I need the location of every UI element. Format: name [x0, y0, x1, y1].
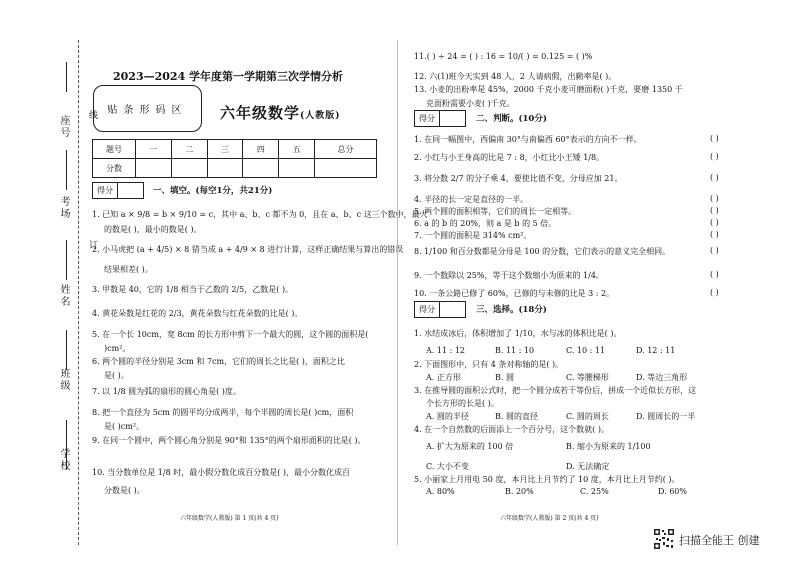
score-cell[interactable] — [315, 159, 377, 178]
exam-title: 2023—2024 学年度第一学期第三次学情分析 — [113, 70, 344, 83]
judge-question: 2. 小红与小王身高的比是 7 : 8，小红比小王矮 1/8。 — [414, 153, 605, 162]
judge-answer-blank[interactable]: ( ) — [710, 173, 719, 182]
choice-option[interactable]: D. 12 : 11 — [636, 346, 676, 355]
section2-heading: 二、判断。(10分) — [476, 114, 547, 124]
choice-option[interactable]: C. 大小不变 — [426, 462, 469, 471]
question-line: 克面粉需要小麦( )千克。 — [426, 99, 515, 108]
score-box-label: 得分 — [419, 114, 435, 123]
choice-option[interactable]: D. 等边三角形 — [636, 373, 688, 382]
judge-question: 5. 两个圆的面积相等，它们的周长一定相等。 — [414, 207, 577, 216]
question-line: 分数是( )。 — [104, 486, 145, 495]
section3-heading: 三、选择。(18分) — [476, 305, 547, 315]
score-cell[interactable] — [136, 159, 172, 178]
score-table-col: 一 — [136, 140, 172, 159]
judge-question: 10. 一条公路已修了 60%，已修的与未修的比是 3 : 2。 — [414, 289, 615, 298]
score-cell[interactable] — [279, 159, 315, 178]
choice-question: 5. 小丽家上月用电 50 度，本月比上月节约了 10 度，本月比上月节约( )。 — [414, 475, 680, 484]
class-label: 班级 — [58, 368, 69, 392]
binding-underline — [66, 330, 67, 370]
section3-score-box — [414, 301, 466, 318]
choice-question: 1. 水结成冰后，体积增加了 1/10，水与冰的体积比是( )。 — [414, 329, 622, 338]
choice-option[interactable]: C. 25% — [580, 487, 609, 496]
judge-answer-blank[interactable]: ( ) — [710, 230, 719, 239]
question-line: 7. 以 1/8 圆为弧的扇形的圆心角是( )度。 — [92, 387, 241, 396]
question-line: 6. 两个圆的半径分别是 3cm 和 7cm，它们的周长之比是( )，面积之比 — [92, 357, 345, 366]
judge-answer-blank[interactable]: ( ) — [710, 152, 719, 161]
score-table-score-row — [93, 159, 377, 178]
score-table-col: 总分 — [315, 140, 377, 159]
choice-option[interactable]: A. 80% — [426, 487, 455, 496]
judge-answer-blank[interactable]: ( ) — [710, 246, 719, 255]
score-cell[interactable] — [243, 159, 279, 178]
judge-answer-blank[interactable]: ( ) — [710, 194, 719, 203]
choice-option[interactable]: D. 无法确定 — [566, 462, 610, 471]
score-cell[interactable] — [207, 159, 243, 178]
question-line: 是( )。 — [104, 371, 129, 380]
choice-option[interactable]: B. 圆的直径 — [495, 412, 538, 421]
question-line: 13. 小麦的出粉率是 45%，2000 千克小麦可磨面粉( )千克，要磨 1350 千 — [414, 85, 683, 94]
binding-underline — [66, 150, 67, 190]
name-label: 姓名 — [58, 284, 69, 308]
judge-question: 4. 半径的长一定是直径的一半。 — [414, 195, 529, 204]
binding-underline — [66, 62, 67, 92]
barcode-area — [93, 85, 202, 132]
binding-line-mark: 线 — [87, 110, 97, 119]
judge-question: 9. 一个数除以 25%，等于这个数缩小为原来的 1/4。 — [414, 271, 604, 280]
judge-answer-blank[interactable]: ( ) — [710, 206, 719, 215]
score-box-label: 得分 — [97, 186, 113, 195]
choice-option[interactable]: C. 等腰梯形 — [566, 373, 609, 382]
question-line: 的数是( )，最小的数是( )。 — [104, 225, 202, 234]
score-table-col: 四 — [243, 140, 279, 159]
choice-question: 4. 在一个自然数的后面添上一个百分号，这个数就( )。 — [414, 425, 609, 434]
score-box-label: 得分 — [419, 305, 435, 314]
choice-option[interactable]: B. 11 : 10 — [495, 346, 535, 355]
choice-question: 3. 在推导圆的面积公式时，把一个圆分成若干等份后，拼成一个近似长方形，这 — [414, 386, 697, 395]
judge-answer-blank[interactable]: ( ) — [710, 218, 719, 227]
binding-ding-mark: 订 — [87, 240, 97, 249]
question-line: 是( )cm²。 — [104, 422, 145, 431]
choice-option[interactable]: C. 10 : 11 — [566, 346, 606, 355]
judge-question: 1. 在同一幅图中，西偏南 30°与南偏西 60°表示的方向不一样。 — [414, 135, 642, 144]
page-footer: 六年级数学(人教版) 第 1 页(共 4 页) — [180, 515, 279, 522]
judge-question: 8. 1/100 和百分数都是分母是 100 的分数，它们表示的意义完全相同。 — [414, 247, 671, 256]
binding-dashed-line — [78, 40, 79, 545]
choice-option[interactable]: D. 60% — [658, 487, 687, 496]
question-line: 3. 甲数是 40，它的 1/8 相当于乙数的 2/5，乙数是( )。 — [92, 285, 294, 294]
choice-question: 2. 下面图形中，只有 4 条对称轴的是( )。 — [414, 360, 564, 369]
judge-question: 3. 将分数 2/7 的分子乘 4，要使比值不变，分母应加 21。 — [414, 174, 623, 183]
exam-number-label: 座号 — [58, 115, 69, 139]
score-table-row-label: 题号 — [93, 140, 136, 159]
score-table — [92, 139, 377, 178]
qr-code-icon — [653, 528, 675, 550]
question-line: 结果相差( )。 — [104, 265, 153, 274]
score-box-blank[interactable] — [439, 302, 465, 317]
score-table-col: 二 — [171, 140, 207, 159]
choice-question-cont: 个长方形的长是( )。 — [426, 399, 499, 408]
section1-heading: 一、填空。(每空1分，共21分) — [153, 186, 273, 196]
score-cell[interactable] — [171, 159, 207, 178]
subject-title: 六年级数学(人教版) — [220, 104, 341, 122]
choice-option[interactable]: A. 扩大为原来的 100 倍 — [426, 442, 514, 451]
judge-answer-blank[interactable]: ( ) — [710, 270, 719, 279]
exam-room-label: 考场 — [58, 196, 69, 220]
judge-answer-blank[interactable]: ( ) — [710, 288, 719, 297]
score-table-header-row — [93, 140, 377, 159]
question-line: 2. 小马虎把 (a + 4/5) × 8 错当成 a + 4/9 × 8 进行计算，这样正确结果与算出的错误 — [92, 245, 404, 254]
score-table-row-label: 分数 — [93, 159, 136, 178]
score-box-blank[interactable] — [439, 111, 465, 126]
choice-option[interactable]: B. 圆 — [495, 373, 514, 382]
judge-question: 7. 一个圆的面积是 314% cm²。 — [414, 231, 532, 240]
choice-option[interactable]: B. 20% — [505, 487, 534, 496]
binding-underline — [66, 240, 67, 280]
score-table-col: 五 — [279, 140, 315, 159]
choice-option[interactable]: A. 正方形 — [426, 373, 461, 382]
question-line: 10. 当分数单位是 1/8 时，最小假分数化成百分数是( )，最小分数化成百 — [92, 468, 351, 477]
school-label: 学校 — [58, 448, 69, 472]
question-line: 8. 把一个直径为 5cm 的圆平均分成两半，每个半圆的周长是( )cm，面积 — [92, 408, 354, 417]
judge-answer-blank[interactable]: ( ) — [710, 134, 719, 143]
page-footer: 六年级数学(人教版) 第 2 页(共 4 页) — [500, 515, 599, 522]
scanner-watermark: 扫描全能王 创建 — [679, 534, 760, 547]
edition-label: (人教版) — [300, 111, 341, 121]
choice-option[interactable]: A. 11 : 12 — [426, 346, 466, 355]
choice-option[interactable]: A. 圆的半径 — [426, 412, 469, 421]
section1-score-box — [92, 182, 144, 199]
score-table-col: 三 — [207, 140, 243, 159]
page-divider — [397, 40, 398, 545]
question-line: 11.( ) ÷ 24 = ( ) : 16 = 10/( ) = 0.125 = ( )% — [414, 52, 593, 61]
question-line: 4. 黄花朵数是红花的 2/3，黄花朵数与红花朵数的比是( )。 — [92, 309, 303, 318]
question-line: 9. 在同一个圆中，两个圆心角分别是 90°和 135°的两个扇形面积的比是( )。 — [92, 436, 366, 445]
choice-option[interactable]: C. 圆的周长 — [566, 412, 609, 421]
choice-option[interactable]: B. 缩小为原来的 1/100 — [566, 442, 651, 451]
question-line: )cm²。 — [104, 344, 131, 353]
question-line: 5. 在一个长 10cm，宽 8cm 的长方形中剪下一个最大的圆，这个圆的面积是( — [92, 330, 369, 339]
barcode-area-label: 贴条形码区 — [107, 105, 188, 116]
choice-option[interactable]: D. 圆周长的一半 — [636, 412, 696, 421]
score-box-blank[interactable] — [117, 183, 143, 198]
section2-score-box — [414, 110, 466, 127]
question-line: 12. 六(1)班今天实到 48 人，2 人请病假，出勤率是( )。 — [414, 72, 617, 81]
question-line: 1. 已知 a × 9/8 = b × 9/10 = c，其中 a、b、c 都不为 0，且在 a、b、c 这三个数中，最大 — [92, 210, 428, 219]
judge-question: 6. a 的 b 的 20%，则 a 是 b 的 5 倍。 — [414, 219, 557, 228]
